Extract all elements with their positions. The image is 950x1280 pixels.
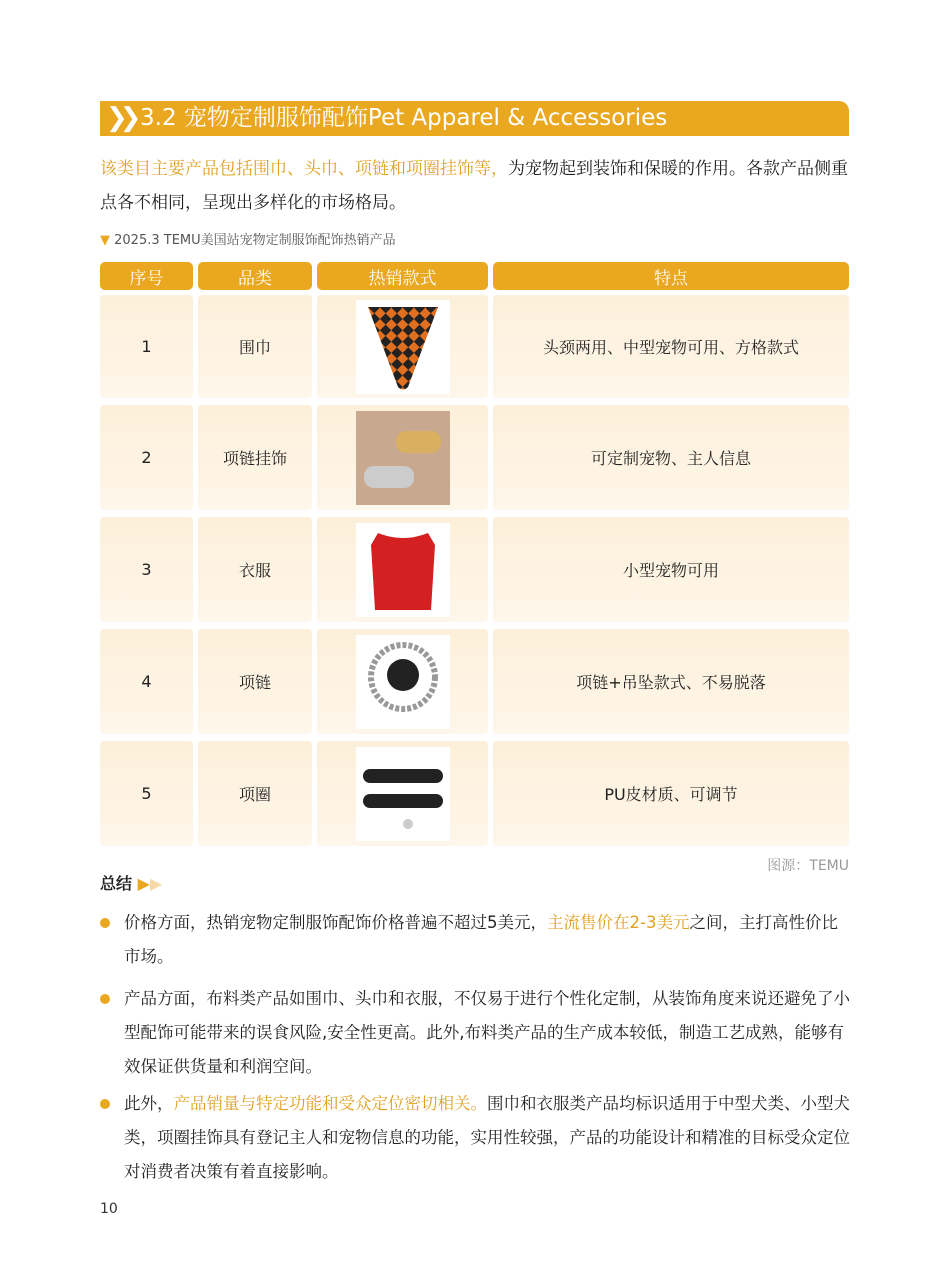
play-arrow-icon: ▶ xyxy=(137,874,150,893)
header-feature: 特点 xyxy=(493,262,849,290)
row-number: 1 xyxy=(100,295,193,398)
product-table xyxy=(100,262,849,853)
row-image-cell xyxy=(317,741,488,846)
summary-heading xyxy=(100,871,162,894)
table-header xyxy=(100,262,849,290)
row-feature: 头颈两用、中型宠物可用、方格款式 xyxy=(493,295,849,398)
plaid-bandana-image xyxy=(356,300,450,394)
leather-collar-image xyxy=(356,747,450,841)
row-category: 项圈 xyxy=(198,741,312,846)
bullet-highlight: 主流售价在2-3美元 xyxy=(547,913,690,932)
row-category: 衣服 xyxy=(198,517,312,622)
red-shirt-image xyxy=(356,523,450,617)
section-title: 3.2 宠物定制服饰配饰Pet Apparel & Accessories xyxy=(140,105,668,131)
intro-text: 为宠物起到装饰和保暖的作用。各款产品侧重点各不相同，呈现出多样化的市场格局。 xyxy=(100,159,848,213)
row-category: 项链 xyxy=(198,629,312,734)
table-row xyxy=(100,629,849,734)
bullet-text: 产品方面，布料类产品如围巾、头巾和衣服，不仅易于进行个性化定制，从装饰角度来说还避免了小型配饰可能带来的误食风险,安全性更高。此外,布料类产品的生产成本较低，制造工艺成熟，能够有效保证供货量和利润空间。 xyxy=(124,989,850,1076)
page-number: 10 xyxy=(100,1201,118,1217)
header-no: 序号 xyxy=(100,262,193,290)
source-note: 图源：TEMU xyxy=(767,858,849,874)
row-image-cell xyxy=(317,629,488,734)
bullet-text: 价格方面，热销宠物定制服饰配饰价格普遍不超过5美元， xyxy=(124,913,547,932)
row-number: 4 xyxy=(100,629,193,734)
play-arrow-icon: ▶ xyxy=(149,874,163,893)
bone-tags-image xyxy=(356,411,450,505)
row-category: 项链挂饰 xyxy=(198,405,312,510)
row-number: 3 xyxy=(100,517,193,622)
double-chevron-icon: ❯❯ xyxy=(106,103,134,133)
row-number: 2 xyxy=(100,405,193,510)
triangle-down-icon: ▼ xyxy=(100,233,110,248)
intro-paragraph xyxy=(100,152,850,220)
row-category: 围巾 xyxy=(198,295,312,398)
bullet-dot-icon xyxy=(100,918,110,928)
bullet-dot-icon xyxy=(100,1099,110,1109)
section-title-bar xyxy=(100,101,849,136)
caption-text: 2025.3 TEMU美国站宠物定制服饰配饰热销产品 xyxy=(114,233,396,248)
summary-label: 总结 xyxy=(100,874,133,893)
summary-bullet xyxy=(100,982,852,1084)
row-feature: 小型宠物可用 xyxy=(493,517,849,622)
summary-bullet xyxy=(100,906,852,974)
row-number: 5 xyxy=(100,741,193,846)
bullet-text: 围巾和衣服类产品均标识适用于中型犬类、小型犬类，项圈挂饰具有登记主人和宠物信息的功能，实用性较强，产品的功能设计和精准的目标受众定位对消费者决策有着直接影响。 xyxy=(124,1094,850,1181)
chain-necklace-image xyxy=(356,635,450,729)
table-row xyxy=(100,741,849,846)
bullet-highlight: 产品销量与特定功能和受众定位密切相关。 xyxy=(173,1094,487,1113)
row-feature: PU皮材质、可调节 xyxy=(493,741,849,846)
intro-highlight: 该类目主要产品包括围巾、头巾、项链和项圈挂饰等， xyxy=(100,159,508,179)
row-image-cell xyxy=(317,405,488,510)
row-image-cell xyxy=(317,517,488,622)
table-row xyxy=(100,517,849,622)
row-feature: 可定制宠物、主人信息 xyxy=(493,405,849,510)
table-caption xyxy=(100,229,396,248)
row-feature: 项链+吊坠款式、不易脱落 xyxy=(493,629,849,734)
row-image-cell xyxy=(317,295,488,398)
summary-bullet xyxy=(100,1087,852,1189)
bullet-text: 此外， xyxy=(124,1094,174,1113)
table-row xyxy=(100,405,849,510)
header-category: 品类 xyxy=(198,262,312,290)
table-row xyxy=(100,295,849,398)
bullet-dot-icon xyxy=(100,994,110,1004)
bullet-text: 之间，主打高性价比市场。 xyxy=(124,913,838,966)
header-style: 热销款式 xyxy=(317,262,488,290)
